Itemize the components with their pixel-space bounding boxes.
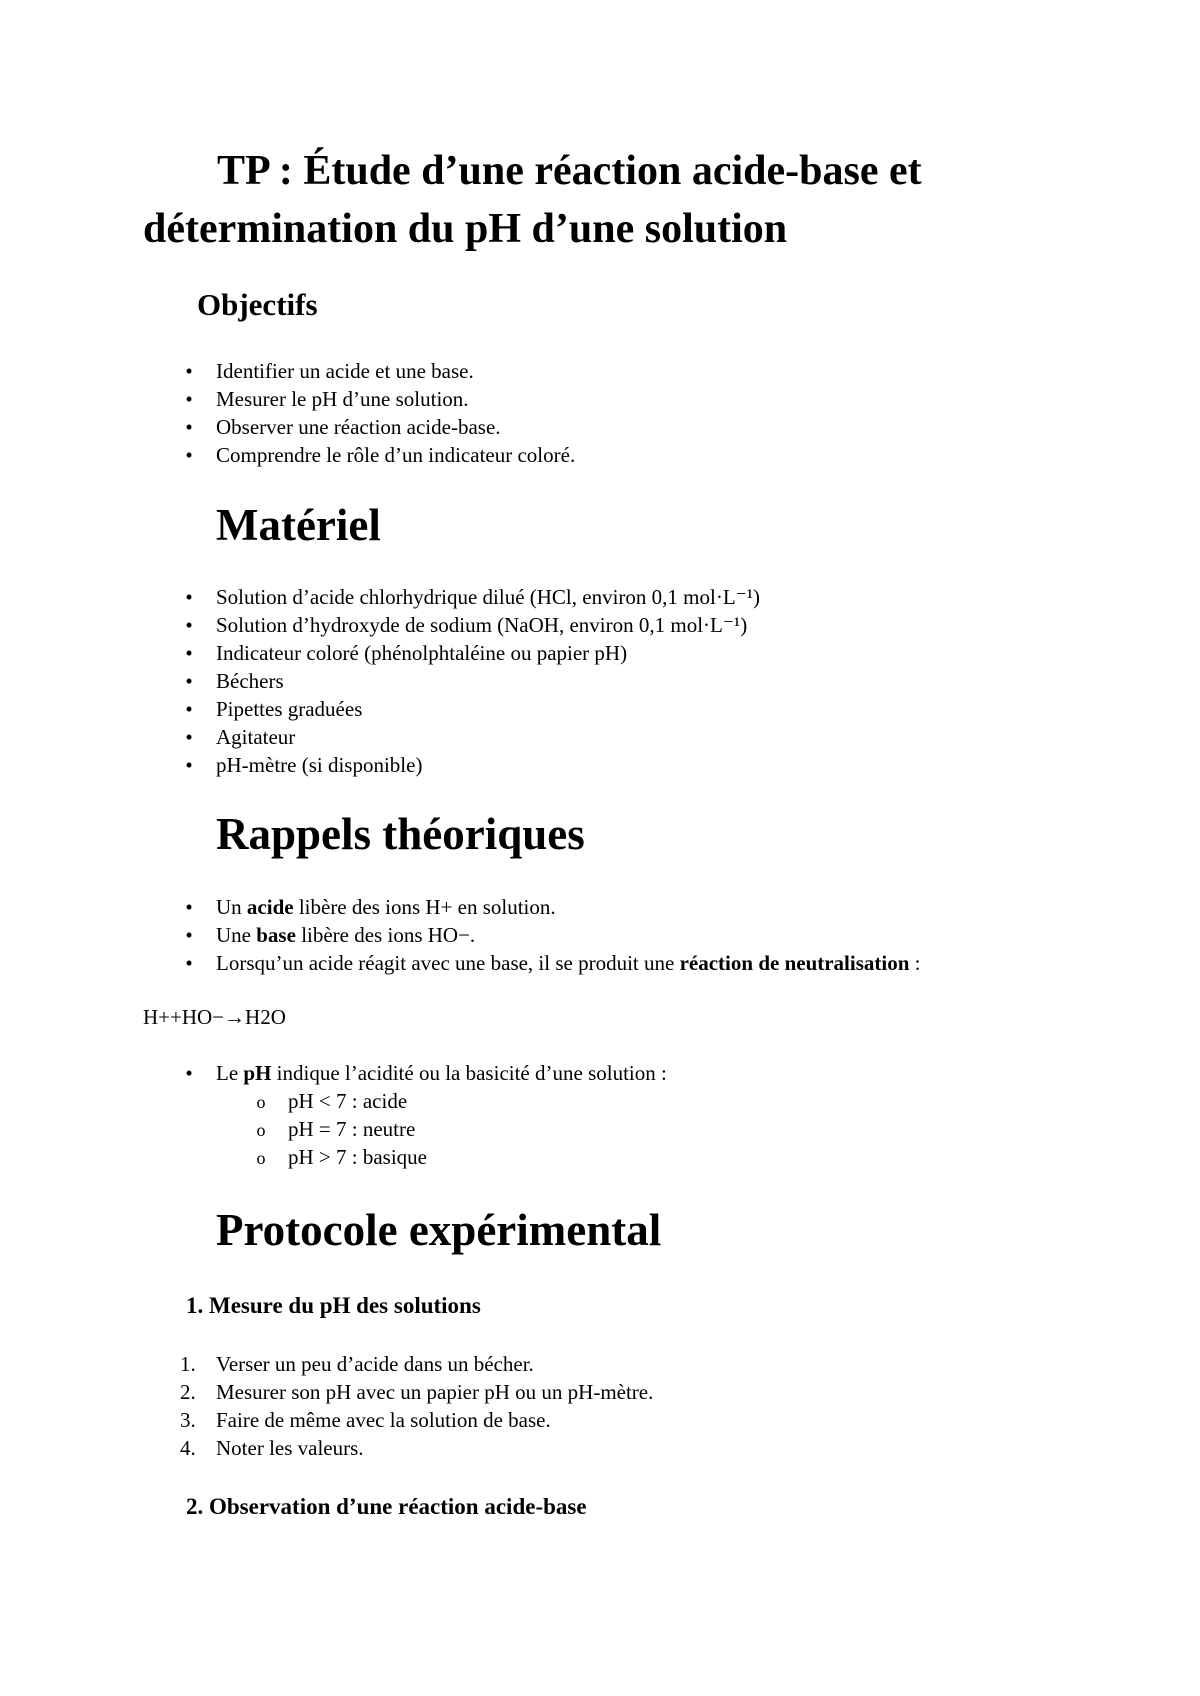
- list-item: • Le pH indique l’acidité ou la basicité d’une solution :: [216, 1059, 667, 1087]
- number-marker: 3.: [180, 1408, 196, 1432]
- heading-protocole: Protocole expérimental: [216, 1205, 662, 1255]
- bullet-marker: •: [185, 641, 193, 665]
- bullet-marker: •: [185, 923, 193, 947]
- list-item: • Béchers: [216, 667, 760, 695]
- list-item: • Lorsqu’un acide réagit avec une base, il se produit une réaction de neutralisation :: [216, 949, 921, 977]
- heading-rappels: Rappels théoriques: [216, 809, 585, 859]
- ph-sublist: [256, 1087, 427, 1171]
- list-item: • Comprendre le rôle d’un indicateur coloré.: [216, 441, 575, 469]
- objectifs-list: [185, 357, 576, 469]
- bullet-marker: •: [185, 1061, 193, 1085]
- list-item: 3. Faire de même avec la solution de base.: [180, 1408, 551, 1432]
- list-item: • Solution d’hydroxyde de sodium (NaOH, environ 0,1 mol·L⁻¹): [216, 611, 760, 639]
- list-item: o pH > 7 : basique: [288, 1143, 427, 1171]
- list-item: o pH < 7 : acide: [288, 1087, 427, 1115]
- bullet-marker: •: [185, 669, 193, 693]
- list-item: 1. Verser un peu d’acide dans un bécher.: [180, 1352, 534, 1376]
- list-item: o pH = 7 : neutre: [288, 1115, 427, 1143]
- list-item: 2. Mesurer son pH avec un papier pH ou un pH-mètre.: [180, 1380, 654, 1404]
- circle-marker: o: [256, 1120, 266, 1140]
- list-item: • Une base libère des ions HO−.: [216, 921, 921, 949]
- bullet-marker: •: [185, 753, 193, 777]
- list-item: • pH-mètre (si disponible): [216, 751, 760, 779]
- list-item: • Solution d’acide chlorhydrique dilué (HCl, environ 0,1 mol·L⁻¹): [216, 583, 760, 611]
- number-marker: 1.: [180, 1352, 196, 1376]
- bullet-marker: •: [185, 415, 193, 439]
- number-marker: 2.: [180, 1380, 196, 1404]
- materiel-list: [185, 583, 761, 779]
- circle-marker: o: [256, 1148, 266, 1168]
- list-item: • Identifier un acide et une base.: [216, 357, 575, 385]
- bullet-marker: •: [185, 585, 193, 609]
- protocole-steps-list: [180, 1350, 654, 1462]
- list-item: • Pipettes graduées: [216, 695, 760, 723]
- bullet-marker: •: [185, 387, 193, 411]
- heading-section-1: 1. Mesure du pH des solutions: [186, 1293, 481, 1318]
- list-item: • Mesurer le pH d’une solution.: [216, 385, 575, 413]
- bullet-marker: •: [185, 951, 193, 975]
- heading-materiel: Matériel: [216, 500, 381, 550]
- document-title: TP : Étude d’une réaction acide-base et détermination du pH d’une solution: [143, 148, 922, 252]
- list-item: • Agitateur: [216, 723, 760, 751]
- heading-section-2: 2. Observation d’une réaction acide-base: [186, 1494, 587, 1519]
- number-marker: 4.: [180, 1436, 196, 1460]
- bullet-marker: •: [185, 613, 193, 637]
- list-item: • Indicateur coloré (phénolphtaléine ou papier pH): [216, 639, 760, 667]
- list-item: 4. Noter les valeurs.: [180, 1436, 364, 1460]
- rappels-list: [185, 893, 921, 977]
- heading-objectifs: Objectifs: [197, 287, 318, 322]
- bullet-marker: •: [185, 359, 193, 383]
- ph-list: [185, 1059, 667, 1087]
- list-item: • Un acide libère des ions H+ en solution.: [216, 893, 921, 921]
- circle-marker: o: [256, 1092, 266, 1112]
- list-item: • Observer une réaction acide-base.: [216, 413, 575, 441]
- bullet-marker: •: [185, 697, 193, 721]
- bullet-marker: •: [185, 725, 193, 749]
- bullet-marker: •: [185, 443, 193, 467]
- bullet-marker: •: [185, 895, 193, 919]
- neutralisation-equation: H++HO−→H2O: [143, 1005, 286, 1029]
